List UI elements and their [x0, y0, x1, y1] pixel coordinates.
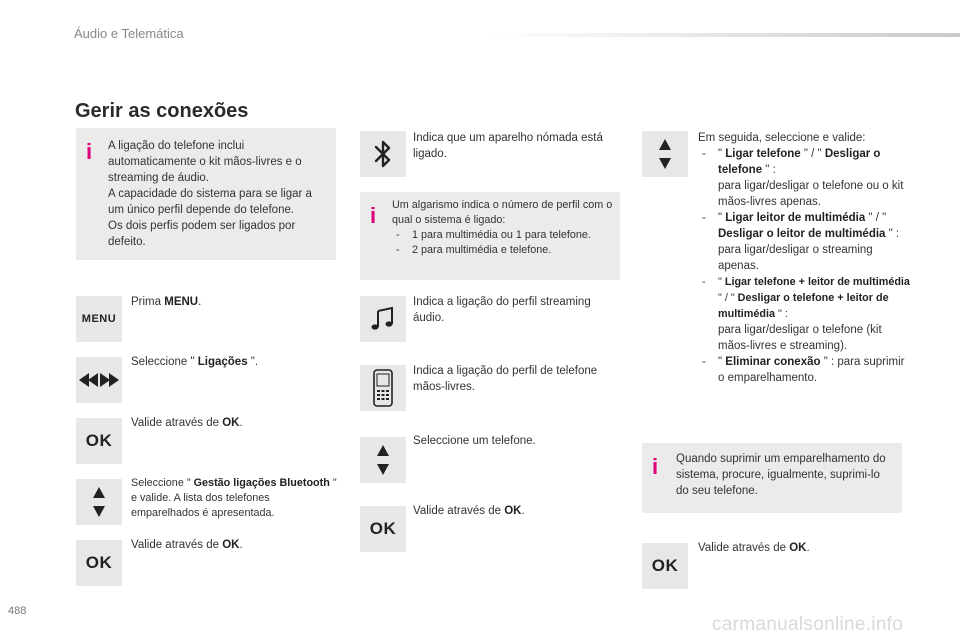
info-box-profile [360, 192, 620, 280]
phone-text: Indica a ligação do perfil de telefone mãos-livres. [413, 365, 598, 393]
step-select-gestao: Seleccione " Gestão ligações Bluetooth " e valide. A lista dos telefones emparelhados é apresentada. [131, 477, 337, 519]
step-select-phone: Seleccione um telefone. [413, 435, 536, 447]
menu-button-label: MENU [81, 313, 117, 325]
list-item: - " Ligar telefone " / " Desligar o telefone " : para ligar/desligar o telefone ou o kit mãos-livres apenas. [698, 146, 910, 210]
up-down-button[interactable] [76, 479, 122, 525]
seek-arrows-icon [79, 372, 119, 388]
info-icon: i [370, 203, 377, 228]
ok-button-label: OK [85, 431, 113, 450]
arrow-up-icon [93, 487, 105, 498]
ok-button-label: OK [369, 519, 397, 538]
info-line: A ligação do telefone inclui automaticamente o kit mãos-livres e o streaming de áudio. [108, 140, 302, 184]
profile-list [392, 228, 614, 258]
info-box-connection [76, 128, 336, 260]
options-intro: Em seguida, seleccione e valide: [698, 132, 866, 144]
music-indicator [360, 296, 406, 342]
list-item: - " Eliminar conexão " : para suprimir o emparelhamento. [698, 354, 910, 386]
info-text [108, 138, 328, 250]
info-text: Quando suprimir um emparelhamento do sistema, procure, igualmente, suprimi-lo do seu telefone. [676, 453, 886, 497]
step-validate-ok: Valide através de OK. [131, 539, 243, 551]
arrow-up-icon [659, 139, 671, 150]
info-line: A capacidade do sistema para se ligar a um único perfil depende do telefone. [108, 188, 312, 216]
bluetooth-icon [373, 139, 393, 169]
music-text: Indica a ligação do perfil streaming áudio. [413, 296, 591, 324]
ok-button-label: OK [85, 553, 113, 572]
bluetooth-indicator [360, 131, 406, 177]
page-number: 488 [8, 605, 27, 617]
options-list [698, 146, 910, 386]
info-text [392, 198, 614, 258]
arrow-up-icon [377, 445, 389, 456]
info-icon: i [86, 139, 93, 164]
watermark: carmanualsonline.info [712, 614, 904, 635]
info-box-delete [642, 443, 902, 513]
step-press-menu: Prima MENU. [131, 296, 202, 308]
list-item: - " Ligar leitor de multimédia " / " Desligar o leitor de multimédia " : para ligar/desligar o streaming apenas. [698, 210, 910, 274]
step-select-ligacoes: Seleccione " Ligações ". [131, 356, 259, 368]
ok-button-label: OK [651, 556, 679, 575]
list-item: - 2 para multimédia e telefone. [392, 243, 614, 258]
mobile-phone-icon [372, 369, 394, 407]
ok-button[interactable] [642, 543, 688, 589]
up-down-button[interactable] [642, 131, 688, 177]
list-item: - " Ligar telefone + leitor de multimédia " / " Desligar o telefone + leitor de multimédia " : para ligar/desligar o telefone (kit mãos-livres e streaming). [698, 274, 910, 354]
list-item: - 1 para multimédia ou 1 para telefone. [392, 228, 614, 243]
arrow-down-icon [93, 506, 105, 517]
info-icon: i [652, 454, 659, 479]
ok-button[interactable] [360, 506, 406, 552]
up-down-button[interactable] [360, 437, 406, 483]
bluetooth-text: Indica que um aparelho nómada está ligado. [413, 132, 603, 160]
info-intro: Um algarismo indica o número de perfil com o qual o sistema é ligado: [392, 199, 613, 226]
step-validate-ok: Valide através de OK. [131, 417, 243, 429]
arrow-down-icon [659, 158, 671, 169]
step-validate-ok: Valide através de OK. [698, 542, 810, 554]
ok-button[interactable] [76, 540, 122, 586]
options-block [698, 130, 910, 386]
seek-buttons[interactable] [76, 357, 122, 403]
phone-indicator [360, 365, 406, 411]
section-header: Áudio e Telemática [74, 26, 184, 41]
page-title: Gerir as conexões [75, 100, 249, 122]
info-line: Os dois perfis podem ser ligados por defeito. [108, 220, 296, 248]
header-divider [490, 33, 960, 37]
ok-button[interactable] [76, 418, 122, 464]
music-note-icon [370, 306, 396, 332]
menu-button[interactable] [76, 296, 122, 342]
arrow-down-icon [377, 464, 389, 475]
step-validate-ok: Valide através de OK. [413, 505, 525, 517]
